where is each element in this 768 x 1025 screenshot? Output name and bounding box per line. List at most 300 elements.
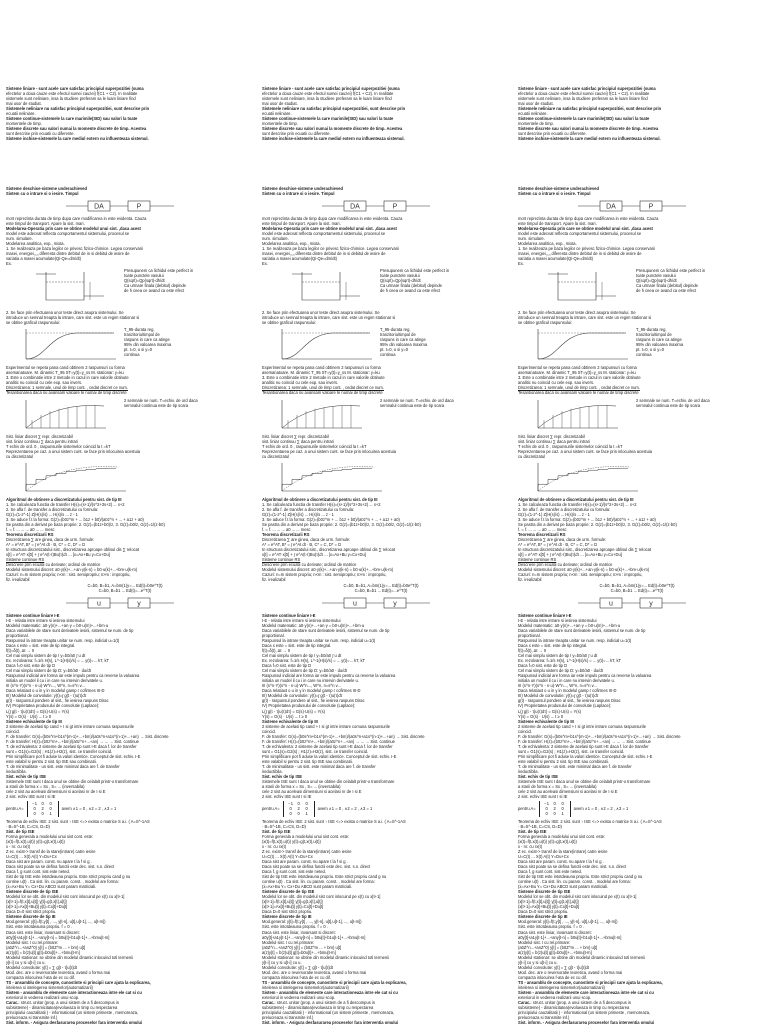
- text-line: F. de transfer: G(s)=(b0s^m+b1s^(m-1)+...+bm)/(a0s^n+a1s^(n-1)+...+an) → Sist. discrete: [262, 733, 425, 739]
- column-1: [6, 86, 244, 1025]
- text-line: T. de minimalitate - un sist. este minimal daca are f. de transfer: [6, 764, 120, 770]
- term: Carac.: [6, 1000, 19, 1006]
- text-line: Modelul sistemului discret: a0·y(k)+...+an·y(k-n) = b0·u(k)+...+bm·u(k-m): [262, 567, 394, 573]
- section-teoria-sistemelor: [262, 980, 500, 1025]
- text-line: Reprezentarea pe caz. a unui sistem cont. se face prin inlocuirea acestuia: [518, 448, 653, 454]
- text-line: continua: [124, 352, 140, 358]
- text-line: subsisteme) - dinamicitatea(evolueaza in timp cu respectarea: [262, 1005, 374, 1011]
- text-line: raspuns in care ca atinge: [124, 337, 170, 343]
- text-line: (a0Z^n...+anZ^0) y[t] = (b0Z^m ... + bm) u[t]: [262, 944, 342, 950]
- text-line: Sisteme inchise-sistemele la care mediul extern nu influenteaza sistemul.: [518, 136, 661, 142]
- text-line: a starii de forma x = Sx , S= ... (inversabila): [262, 784, 341, 790]
- text-line: Sistem cu o intrare si o iesire. Timpul: [518, 190, 591, 196]
- text-line: Z ec. exist-> transf de la stare(intrare) catre iesire: [6, 848, 96, 854]
- matrix-cell: 0: [561, 806, 564, 812]
- text-line: Sisteme continue RS: [518, 557, 557, 563]
- text-line: principiului cauzalitatii ) - informational (un sistem primeste , memoreaza,: [6, 1010, 139, 1016]
- text-line: 1. Se calculeaza functia de transfer H(s)=(s+1)/(s^2+3s+2) ... s+2: [518, 501, 637, 507]
- text-line: Prin simplificare pot fi aduse la valori identice. Conceptul de sist. echiv. I-E: [6, 753, 141, 759]
- text-line: Sistem - ansamblu de elemente care interactioneaza intre ele cat si cu: [262, 990, 398, 996]
- section-sist-tip-ise: [6, 819, 244, 890]
- text-line: · B=S^-1B, C=CS, D=D): [518, 823, 562, 829]
- block-diagram-svg: [518, 198, 756, 214]
- text-line: f. = f. ... ... ... a0 ... ... mesc: [518, 527, 567, 533]
- text-line: sist. liniar continuu ∑ daca pentru intrari: [6, 438, 78, 444]
- text-line: num. simulare.: [518, 235, 545, 241]
- text-line: Cazuri: n=m sistem propriu; n<m : sist. semipropriu; n>m : impropriu,: [262, 572, 387, 578]
- text-line: exteriorul in vederea realizarii unui scop.: [518, 995, 592, 1001]
- text-line: efectelor a doua cauze este efectul sumei cauzei) f(C1 + C2). In realitate: [6, 91, 138, 97]
- text-line: este valabil si pentru 2 sist. tip ISE sau combinatii.: [6, 758, 97, 764]
- text-line: 3. Este o combinatie intre 2 metode in cazul in care valorile obtinute: [6, 375, 129, 381]
- text-line: Teorema de echiv ISE: 2 sist. sunt ↑ ISE <=> exista o matrice S a.i. ( A=S^-1AS: [262, 818, 406, 824]
- matrix-cell: 1: [305, 811, 308, 817]
- section-sist-echiv-ise: [6, 774, 244, 799]
- text-line: Sisteme continue liniare I-E: [518, 612, 572, 618]
- text-line: Sistemele neliniare nu satisfac principiul superpozitiei, sunt descrise prin: [6, 106, 150, 112]
- text-line: Sisteme continue liniare I-E: [262, 612, 316, 618]
- text-line: Modelarea analitica, exp., mixta.: [518, 240, 577, 246]
- text-line: Sist. echiv de tip ISE: [6, 774, 47, 780]
- text-line: Sisteme liniare - sunt acele care satisfac principiul superpozitiei (suma: [6, 86, 144, 91]
- text-line: 1. Se realizeaza pe baza legilor ce privesc fizico-chimice. Legea conservarii: [6, 245, 143, 251]
- text-line: Sistem cu o intrare si o iesire. Timpul: [6, 190, 79, 196]
- text-line: Sist. de tip ISE: [518, 828, 547, 834]
- text-line: Modelul lor se obt. din modelul sist cont inlocuind pe x(t) cu x[t+1]: [518, 894, 637, 900]
- text-line: mort reprezinta durata de timp dupa care modificarea in este evidenta. Cauza: [518, 215, 659, 221]
- text-line: initiala un model il cu i in care nu intervin derivatele u.: [6, 678, 103, 684]
- text-line: Sist. liniar discret ∑ repr. discretizabil: [262, 433, 329, 439]
- text-line: momentele de timp.: [6, 121, 42, 127]
- text-line: I-E - relatia intre intrare si iesirea sistemului: [262, 617, 341, 623]
- text-line: Modelul stationar: se obtine din modelul dinamic inlocuind toti termenii: [6, 954, 133, 960]
- text-line: Mod.general: y[t]=f(t,y[t] , ..., y[t-n], u[t],u[t-1], ..., u[t-m]): [262, 919, 362, 925]
- text-line: IV) Proprietatea produsului de convolutie (Laplace):: [518, 703, 612, 709]
- text-line: Daca sist poate sa se defina functii este dec. sist. s.n. direct: [262, 863, 371, 869]
- text-line: analitic nu coincid cu cele exp. sau invers.: [518, 380, 595, 386]
- step-response-chart: [518, 327, 756, 363]
- text-line: Discretizarea: 1 semnale, unul de timp cont. , cedat discret ce num.: [6, 385, 128, 391]
- text-line: proportional.: [6, 632, 29, 638]
- text-line: G(z)=(1-z^-1) Z{H(s)/s} ... H(s)/s ... z - 1: [262, 511, 334, 517]
- text-line: In structura discretizatului sist., discretizarea aproape oblisul dis ∑ relocat: [262, 547, 396, 553]
- text-line: Daca f=0 sist. este de tip D: [262, 663, 312, 669]
- text-line: G(z)=(1-z^-1) Z{H(s)/s} ... H(s)/s ... z - 1: [6, 511, 78, 517]
- block-right-label: P: [648, 203, 654, 211]
- figure-caption: [124, 268, 244, 293]
- text-line: variatia a masei acumulate(Qi-Qe=dm/dt): [6, 255, 81, 261]
- text-line: a0y[t]+a1y[t-1]+...+any[t-n] = b0u[t]+b1u[t-1]+...+bmu[t-m]: [6, 934, 110, 940]
- text-line: I-E - relatia intre intrare si iesirea sistemului: [518, 617, 597, 623]
- text-line: 2. Se face prin efectuarea unor teste direct asupra sistemului. Se: [518, 310, 636, 316]
- text-line: pt. t=0, u si y=0: [124, 347, 152, 353]
- text-line: x - nr. cu rx(t): [518, 843, 543, 849]
- text-line: Z ec. exist-> transf de la stare(intrare) catre iesire: [518, 848, 608, 854]
- text-line: Sisteme continue RS: [6, 557, 45, 563]
- text-line: Daca f, g sunt cont. sist este neted.: [518, 868, 582, 874]
- text-line: Modelul sist. I cu rel.primare:: [518, 939, 571, 945]
- text-line: tranzitoriu/timpul de: [380, 332, 416, 338]
- text-line: Q(sqrt)=Qp(sqrt)-dh/dt: [380, 278, 421, 284]
- text-line: proportional.: [518, 632, 541, 638]
- matrix-row: [287, 811, 311, 816]
- text-line: Sisteme inchise-sistemele la care mediul extern nu influenteaza sistemul.: [6, 136, 149, 142]
- text-line: a starii de forma x = Sx , S= ... (inversabila): [6, 784, 85, 790]
- text-line: x[t] = e^AT·x[0] + ∫ e^A(t-τ)Bu(τ)dτ ... [x=Ax+Bu y=Cx+Du]: [6, 552, 110, 558]
- text-line: T. de echivalenta: 2 sisteme de acelasi tip sunt I-E daca f. lor de transfer: [6, 743, 137, 749]
- text-line: f(t)=δ(t), Δt → 0: [6, 647, 35, 653]
- matrix-block: [518, 801, 756, 816]
- section-discretizare: [6, 365, 244, 395]
- text-line: G(z)=(1-z^-1) Z{H(s)/s} ... H(s)/s ... z - 1: [518, 511, 590, 517]
- section-algoritm: [262, 497, 500, 532]
- text-line: Presupunem ca lichidul este perfect in: [380, 268, 450, 274]
- text-line: 95% din valoarea maxima: [124, 342, 172, 348]
- text-line: Sistem cu o intrare si o iesire. Timpul: [262, 190, 335, 196]
- text-line: compacta inlocuirea f-ata de ec cu dif.: [262, 974, 331, 980]
- text-line: Cel mai simplu sistem de tip I y=b0/a0 ∫ u dt: [262, 653, 342, 658]
- matrix-prefix: pentru A=: [518, 806, 536, 812]
- text-line: intelerea si intelegerea sistemelor(automatizarii): [6, 985, 93, 991]
- block-diagram-1: [262, 198, 500, 214]
- text-line: Sisteme continue-sistemele la care marimile(SID) sau valori la toate: [518, 116, 650, 122]
- sampling-chart: [262, 398, 500, 432]
- text-line: L{∫ g(t - τ)u(τ)dτ} = G(s)·U(s) = Y(s): [518, 708, 581, 714]
- text-line: Raspunsul indicial are forma iar este impuls pentru ca reverse la valoarea: [262, 673, 396, 679]
- text-line: Sist. liniar discret ∑ repr. discretizabil: [518, 433, 585, 439]
- figure-caption: [380, 327, 500, 357]
- text-line: compacta inlocuirea f-ata de ec cu dif.: [6, 974, 75, 980]
- text-line: num. simulare.: [262, 235, 289, 241]
- section-sisteme-liniare: [6, 86, 244, 142]
- text-line: Sisteme discrete sau valori numai la momente discrete de timp. Acestea: [6, 126, 147, 132]
- section-ecuatii-echivalente: [6, 583, 244, 593]
- text-line: Se pastra din a derivat pe baza proprie: 2. G(z)=(b1z+b0)/z, 3. G(z)=b0/z, G(z)=1/(z-b0): [6, 521, 165, 527]
- text-line: Cazuri: n=m sistem propriu; n<m : sist. semipropriu; n>m : impropriu,: [518, 572, 643, 578]
- text-line: Sistemele neliniare nu satisfac principiul superpozitiei, sunt descrise prin: [518, 106, 662, 112]
- text-line: Daca f=0 sist. este de tip D: [6, 663, 56, 669]
- text-line: Prin simplificare pot fi aduse la valori identice. Conceptul de sist. echiv. I-E: [262, 753, 397, 759]
- text-line: f(t)=δ(t), Δt → 0: [518, 647, 547, 653]
- section-discretizat: [518, 434, 756, 459]
- section-sisteme-echivalente: [262, 719, 500, 775]
- text-line: Y(s) = G(s) · U(s) ... t ≥ 0: [6, 713, 52, 719]
- block-diagram-svg: [262, 595, 500, 611]
- text-line: Discretizarea ∑ are ginea, daca de urm. formule:: [6, 537, 95, 543]
- section-sist-echiv-ise: [518, 774, 756, 799]
- block-diagram-svg: [6, 595, 244, 611]
- text-line: 1. Se calculeaza functia de transfer H(s)=(s+1)/(s^2+3s+2) ... s+2: [262, 501, 381, 507]
- text-line: F. de transfer: G(s)=(b0s^m+b1s^(m-1)+...+bm)/(a0s^n+a1s^(n-1)+...+an) → Sist. discrete: [6, 733, 169, 739]
- block-right-label: P: [392, 203, 398, 211]
- matrix-cell: 0: [545, 811, 548, 817]
- figure-caption: [124, 398, 244, 408]
- text-line: T echiv de ord. 0 , raspunsurile sistemelor coincid la t =kT: [6, 443, 111, 449]
- text-line: Daca x este = sist. este de tip integral.: [6, 642, 76, 648]
- text-line: F. de transfer: H(z)=(b0z^m+...+bm)/(a0z^n+...+an) → ... → Sist. continue: [262, 738, 395, 744]
- block-left-label: DA: [94, 203, 104, 211]
- matrix-cell: 0: [41, 801, 44, 807]
- text-line: 3. Este o combinatie intre 2 metode in cazul in care valorile obtinute: [262, 375, 385, 381]
- text-line: Daca x este = sist. este de tip integral.: [518, 642, 588, 648]
- text-line: este timpul de transport. Apare la sist. mari.: [6, 220, 85, 226]
- text-line: Se pastra din a derivat pe baza proprie: 2. G(z)=(b1z+b0)/z, 3. G(z)=b0/z, G(z)=1/(z-b0): [518, 521, 677, 527]
- text-line: cu discretizatul: [262, 453, 290, 459]
- column-2: [262, 86, 500, 1025]
- text-line: subsisteme) - dinamicitatea(evolueaza in timp cu respectarea: [518, 1005, 630, 1011]
- section-sisteme-liniare: [262, 86, 500, 142]
- text-line: Sist. echiv de tip ISE: [518, 774, 559, 780]
- section-discretizare: [262, 365, 500, 395]
- text-line: (ẋ=Ax+Bu Y= Cx+Du ABCD sunt param matriciali.: [262, 884, 353, 890]
- text-line: cele 2 sist au aceleasi dimensiuni si acelasi nr de I si E: [518, 789, 618, 795]
- text-line: III (s^n·Y)(s^n - n·u)·W^n..., W^n, n=s^n v...: [518, 683, 597, 689]
- section-sist-echiv-ise: [262, 774, 500, 799]
- text-line: de h ceea ce avand ca este efect: [636, 288, 697, 294]
- matrix-row: [31, 811, 55, 816]
- text-line: Modelul lor se obt. din modelul sist cont inlocuind pe x(t) cu x[t+1]: [262, 894, 381, 900]
- text-line: Daca D=0 sist strict propriu.: [6, 909, 57, 915]
- figure-caption: [636, 268, 756, 293]
- text-line: mai usor de studiat.: [6, 101, 42, 107]
- text-line: 1. Se realizeaza pe baza legilor ce privesc fizico-chimice. Legea conservarii: [518, 245, 655, 251]
- text-line: Cel mai simplu sistem de tip D: y=b0/a0 · du/dt: [518, 668, 603, 674]
- text-line: Experimentul se repeta pana cand obtinem 2 raspunsuri cu forma: [518, 365, 637, 371]
- text-line: A* = e^AT, B* = ∫ e^At dt · B, C* = C, D* = D: [262, 542, 342, 548]
- text-line: Sisteme echivalente de tip III: [518, 718, 574, 724]
- section-sisteme-discrete: [518, 889, 756, 980]
- text-line: mort reprezinta durata de timp dupa care modificarea in este evidenta. Cauza: [6, 215, 147, 221]
- text-line: Sisteme discrete de tip IE: [262, 914, 312, 920]
- text-line: Sistemele neliniare nu satisfac principiul superpozitiei, sunt descrise prin: [262, 106, 406, 112]
- text-line: semnalul continua este de tip scara: [636, 402, 701, 408]
- text-line: Sist. inform. - Asigura desfasurarea proceselor fara interventia omului: [262, 1020, 399, 1025]
- text-line: L{∫ g(t - τ)u(τ)dτ} = G(s)·U(s) = Y(s): [262, 708, 325, 714]
- text-line: toate punctele vasului: [380, 273, 420, 279]
- text-line: x - nr. cu rx(t): [262, 843, 287, 849]
- text-line: (a0Z^n...+anZ^0) y[t] = (b0Z^m ... + bm) u[t]: [518, 944, 598, 950]
- text-line: Sistem - ansamblu de elemente care interactioneaza intre ele cat si cu: [518, 990, 654, 996]
- text-line: mai usor de studiat.: [262, 101, 298, 107]
- staircase-chart: [518, 461, 756, 495]
- text-line: sistemele sunt neliniare, insa la studiere preferam sa le luam liniare find: [262, 96, 392, 102]
- text-line: contine u(t) . Ca sist. lin. cu param. const. , modelul are forma:: [262, 879, 375, 885]
- matrix-bracket: [539, 801, 571, 816]
- text-line: IV) Proprietatea produsului de convolutie (Laplace):: [6, 703, 100, 709]
- text-line: prelucreaza si transmite inf.): [6, 1015, 58, 1021]
- text-line: Sisteme inchise-sistemele la care mediul extern nu influenteaza sistemul.: [262, 136, 405, 142]
- matrix-cell: 1: [49, 811, 52, 817]
- text-line: sunt = G1(s)=G2(s) ; H1(z)=H2(z), sist. ce transfer coincid.: [262, 748, 369, 754]
- text-line: III (s^n·Y)(s^n - n·u)·W^n..., W^n, n=s^n v...: [6, 683, 85, 689]
- text-line: U=C(t) ... X(t) A(t) Y=Du+Cx: [262, 853, 313, 859]
- text-line: a0y[t]+a1y[t-1]+...+any[t-n] = b0u[t]+b1u[t-1]+...+bmu[t-m]: [262, 934, 366, 940]
- section-ecuatii-echivalente: [262, 583, 500, 593]
- text-line: Daca variabilele de stare sunt derivatele iesirii, sistemul se num. de tip: [6, 627, 134, 633]
- section-sisteme-echivalente: [6, 719, 244, 775]
- text-line: toate punctele vasului: [636, 273, 676, 279]
- text-line: Daca sist are param. const. nu apare t la f si g .: [262, 858, 348, 864]
- text-line: (ẋ=Ax+Bu Y= Cx+Du ABCD sunt param matriciali.: [6, 884, 97, 890]
- text-line: introduce un semnal treapta la intrare, care sist. este un regim stationar si: [262, 315, 396, 321]
- text-line: analitic nu coincid cu cele exp. sau invers.: [262, 380, 339, 386]
- text-line: sist. liniar continuu ∑ daca pentru intrari: [518, 438, 590, 444]
- matrix-cell: −1: [544, 801, 549, 807]
- matrix-cell: 0: [545, 806, 548, 812]
- text-line: C=b0, B=b1 ... Ed(t)=...e^T(t): [354, 587, 408, 593]
- text-line: masei, energiei,,,,,diferenta dintre debitul de in si debitul de iesire de: [262, 250, 386, 256]
- section-teorema-discretizarii: [262, 532, 500, 582]
- text-line: semnalul continua este de tip scara: [380, 402, 445, 408]
- text-line: Daca sist are param. const. nu apare t la f si g .: [518, 858, 604, 864]
- term: Carac.: [262, 1000, 275, 1006]
- text-line: coincid.: [6, 728, 20, 734]
- text-line: sunt = G1(s)=G2(s) ; H1(z)=H2(z), sist. ce transfer coincid.: [518, 748, 625, 754]
- text-line: 3. Se aduce f.t la forma: G(z)=(b0z^m + ... b1z + b0)/(a0z^n + ... + a1z + a0): [518, 516, 656, 522]
- text-line: introduce un semnal treapta la intrare, care sist. este un regim stationar si: [518, 315, 652, 321]
- text-line: Presupunem ca lichidul este perfect in: [124, 268, 194, 274]
- text-line: Daca sist are param. const. nu apare t la f si g .: [6, 858, 92, 864]
- text-line: Mod. dec. are o reversoratie teoretica, avand o forma mai: [518, 969, 623, 975]
- text-line: x[t] = e^AT·x[0] + ∫ e^A(t-τ)Bu(τ)dτ ... [x=Ax+Bu y=Cx+Du]: [262, 552, 366, 558]
- text-line: Raspunsul la intrare treapta unitar se num. resp. indicial u=1(t): [518, 637, 632, 643]
- text-line: introduce un semnal treapta la intrare, care sist. este un regim stationar si: [6, 315, 140, 321]
- text-line: Modelul convolutie: y[t] = ∑ g[t - τ]u[τ]dt: [518, 964, 589, 970]
- section-timp-mort-modelare: [262, 216, 500, 266]
- text-line: ireductibila.: [262, 769, 283, 775]
- text-line: Cel mai simplu sistem de tip I y=b0/a0 ∫ u dt: [518, 653, 598, 658]
- text-line: Forma generala a modelului unui sist cont. este:: [262, 833, 350, 839]
- text-line: Modelul matematic: a0·y(n)+...+an·y = b0·u(m)+...+bm·u: [6, 622, 109, 628]
- text-line: 3. Se aduce f.t la forma: G(z)=(b0z^m + ... b1z + b0)/(a0z^n + ... + a1z + a0): [262, 516, 400, 522]
- text-line: Modelul stationar: se obtine din modelul dinamic inlocuind toti termenii: [518, 954, 645, 960]
- text-line: y[t-i] cu y si u[t-i] cu u.: [262, 959, 302, 965]
- text-line: 2 sist. echiv ISE sunt I si IE: [6, 794, 56, 800]
- text-line: coincid.: [262, 728, 276, 734]
- text-line: Sisteme continue liniare I-E: [6, 612, 60, 618]
- block-right-label: y: [137, 600, 141, 608]
- text-line: I-E - relatia intre intrare si iesirea sistemului: [6, 617, 85, 623]
- text-line: 95% din valoarea maxima: [636, 342, 684, 348]
- text-line: Sisteme deschise-sisteme underachieved: [6, 185, 88, 191]
- text-line: 2. Se afla f. de transfer a discretizatului cu formula:: [6, 506, 99, 512]
- text-line: Daca D=0 sist strict propriu.: [518, 909, 569, 915]
- text-line: (x[t+1]=f(t,x[t],u[t]) y[t]=g(t,x[t],u[t]): [6, 899, 67, 905]
- text-line: (x(t)=f(t,x(t),u(t)) y(t)=g(t,x(t),u(t)): [518, 838, 577, 844]
- text-line: 2 semnale se num. T=echiv. de ord daca: [636, 397, 710, 403]
- text-line: Sisteme liniare - sunt acele care satisfac principiul superpozitiei (suma: [262, 86, 400, 91]
- text-line: (x(t)=f(t,x(t),u(t)) y(t)=g(t,x(t),u(t)): [6, 838, 65, 844]
- section-teorema-discretizarii: [6, 532, 244, 582]
- text-line: (x[t+1]=f(t,x[t],u[t]) y[t]=g(t,x[t],u[t]): [518, 899, 579, 905]
- text-line: 2. Se face prin efectuarea unor teste direct asupra sistemului. Se: [6, 310, 124, 316]
- text-line: x[t] = e^AT·x[0] + ∫ e^A(t-τ)Bu(τ)dτ ... [x=Ax+Bu y=Cx+Du]: [518, 552, 622, 558]
- figure-caption: [124, 327, 244, 357]
- block-left-label: u: [97, 600, 101, 608]
- text-line: a(z)y[t] = b(z)u[t] g[t]=b0u[t]+...+bmu[t-m]: [6, 949, 80, 955]
- text-line: Daca sist poate sa se defina functii este dec. sist. s.n. direct: [518, 863, 627, 869]
- matrix-suffix: avem ∧1 = 0 , ∧2 = 2 , ∧3 = 1: [573, 806, 629, 812]
- text-line: III) Modelul de convolutie: y(t)=∫ g(t - τ)u(τ)dτ: [262, 693, 343, 699]
- text-line: Ex. rezolvarea: f=1/s H(s), L^-1{H(s)/s} = ... y(t)=... kT, kT: [6, 658, 110, 664]
- text-line: Sisteme continue RS: [262, 557, 301, 563]
- matrix-prefix: pentru A=: [6, 806, 24, 812]
- text-line: continua: [380, 352, 396, 358]
- text-line: T_95-durata reg.: [636, 327, 667, 333]
- text-line: Raspunsul la intrare treapta unitar se num. resp. indicial u=1(t): [6, 637, 120, 643]
- text-line: Teorema discretizarii RS: [6, 532, 54, 538]
- text-line: Modelarea-Operatia prin care se obtine modelul unui sist. ,daca acest: [518, 225, 653, 231]
- text-line: T. de minimalitate - un sist. este minimal daca are f. de transfer: [518, 764, 632, 770]
- text-line: Modelul stationar: se obtine din modelul dinamic inlocuind toti termenii: [262, 954, 389, 960]
- text-line: Sistemele ISE sunt I daca unul se obtine din celalalt printr-o transformare: [518, 779, 651, 785]
- matrix-block: [262, 801, 500, 816]
- text-line: 2 semnale se num. T=echiv. de ord daca: [380, 397, 454, 403]
- text-line: y[t-i] cu y si u[t-i] cu u.: [518, 959, 558, 965]
- text-line: Daca sist poate sa se defina functii este dec. sist. s.n. direct: [6, 863, 115, 869]
- text-line: ecuatii neliniare.: [262, 111, 292, 117]
- section-timp-mort-modelare: [6, 216, 244, 266]
- section-sisteme-echivalente: [518, 719, 756, 775]
- text-line: 2 sisteme de acelasi tip cand + I si gt intre intrare comuna raspunsurile: [262, 723, 390, 729]
- column-3: [518, 86, 756, 1025]
- text-line: Z ec. exist-> transf de la stare(intrare) catre iesire: [262, 848, 352, 854]
- figure-caption: [636, 398, 756, 408]
- text-line: Modelul matematic: a0·y(n)+...+an·y = b0·u(m)+...+bm·u: [518, 622, 621, 628]
- matrix-prefix: pentru A=: [262, 806, 280, 812]
- section-metoda-experimentala: [518, 310, 756, 325]
- text-line: Daca f, g sunt cont. sist este neted.: [6, 868, 70, 874]
- text-line: T. de echivalenta: 2 sisteme de acelasi tip sunt I-E daca f. lor de transfer: [262, 743, 393, 749]
- text-line: cu discretizatul: [518, 453, 546, 459]
- text-line: principiului cauzalitatii ) - informational (un sistem primeste , memoreaza,: [518, 1010, 651, 1016]
- text-line: de h ceea ce avand ca este efect: [124, 288, 185, 294]
- text-line: Sistemele ISE sunt I daca unul se obtine din celalalt printr-o transformare: [6, 779, 139, 785]
- text-line: III) Modelul de convolutie: y(t)=∫ g(t - τ)u(τ)dτ: [518, 693, 599, 699]
- text-line: (ẋ=Ax+Bu Y= Cx+Du ABCD sunt param matriciali.: [518, 884, 609, 890]
- text-line: efectelor a doua cauze este efectul sumei cauzei) f(C1 + C2). In realitate: [518, 91, 650, 97]
- text-line: Sisteme discrete de tip ISE: [262, 889, 315, 895]
- text-line: tranzitoriu/timpul de: [636, 332, 672, 338]
- text-line: Sist. este intotdeauna propriu. f = 0 .: [6, 924, 72, 930]
- text-line: Forma generala a modelului unui sist cont. este:: [518, 833, 606, 839]
- text-line: Q(sqrt)=Qp(sqrt)-dh/dt: [636, 278, 677, 284]
- text-line: Raspunsul indicial are forma iar este impuls pentru ca reverse la valoarea: [6, 673, 140, 679]
- text-line: semnalul continua este de tip scara: [124, 402, 189, 408]
- staircase-chart: [6, 461, 244, 495]
- vessel-figure: [6, 268, 244, 308]
- matrix-cell: 0: [561, 801, 564, 807]
- text-line: asemanatoare. M. dinamic T_95 ST=y(t)=y_ss M. stationar: y=ku: [262, 370, 380, 376]
- text-line: 2 semnale se num. T=echiv. de ord daca: [124, 397, 198, 403]
- section-sist-tip-ise: [262, 819, 500, 890]
- block-right-label: y: [393, 600, 397, 608]
- text-line: Sisteme continue-sistemele la care marimile(SID) sau valori la toate: [6, 116, 138, 122]
- text-line: Ex.: [262, 261, 268, 267]
- text-line: cu discretizatul: [6, 453, 34, 459]
- text-line: este timpul de transport. Apare la sist. mari.: [262, 220, 341, 226]
- text-line: Forma generala a modelului unui sist cont. este:: [6, 833, 94, 839]
- text-line: Modelul sist. I cu rel.primare:: [262, 939, 315, 945]
- text-line: Algoritmul de obtinere a discretizatului pentru sist. de tip III: [262, 496, 378, 502]
- text-line: 2 sisteme de acelasi tip cand + I si gt intre intrare comuna raspunsurile: [518, 723, 646, 729]
- section-sisteme-deschise: [6, 186, 244, 196]
- section-sisteme-discrete: [262, 889, 500, 980]
- text-line: Raspunsul la intrare treapta unitar se num. resp. indicial u=1(t): [262, 637, 376, 643]
- text-line: Mod. dec. are o reversoratie teoretica, avand o forma mai: [262, 969, 367, 975]
- text-line: Sisteme echivalente de tip III: [6, 718, 62, 724]
- block-right-label: y: [649, 600, 653, 608]
